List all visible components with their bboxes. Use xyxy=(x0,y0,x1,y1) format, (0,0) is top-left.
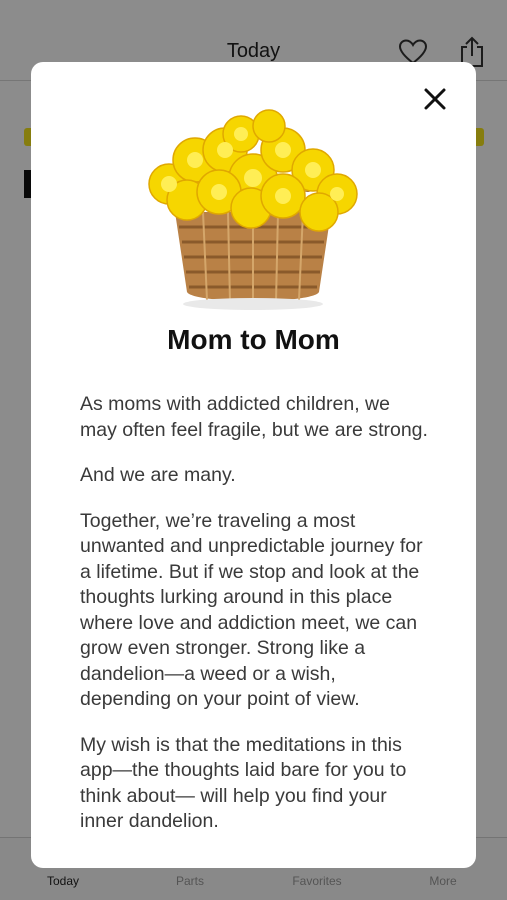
page-title: Today xyxy=(226,40,281,62)
modal-body xyxy=(80,392,432,855)
paragraph: Together, we’re traveling a most unwanted and unpredictable journey for a lifetime. But if we stop and look at the thoughts lurking around in this place where love and addiction meet, we can grow even stronger. Strong like a dandelion—a weed or a wish, depending on your point of view. xyxy=(80,509,423,710)
tab-label: More xyxy=(429,874,457,888)
paragraph: And we are many. xyxy=(80,464,236,486)
paragraph: As moms with addicted children, we may often feel fragile, but we are strong. xyxy=(80,393,428,441)
tab-label: Favorites xyxy=(292,874,342,888)
close-icon[interactable] xyxy=(420,84,450,114)
tab-label: Parts xyxy=(175,874,204,888)
dandelion-basket-image xyxy=(143,92,363,314)
paragraph: My wish is that the meditations in this app—the thoughts laid bare for you to think about— will help you find your inner dandelion. xyxy=(80,733,407,832)
modal-title: Mom to Mom xyxy=(167,324,340,355)
tab-label: Today xyxy=(46,874,80,888)
intro-modal xyxy=(31,62,476,868)
